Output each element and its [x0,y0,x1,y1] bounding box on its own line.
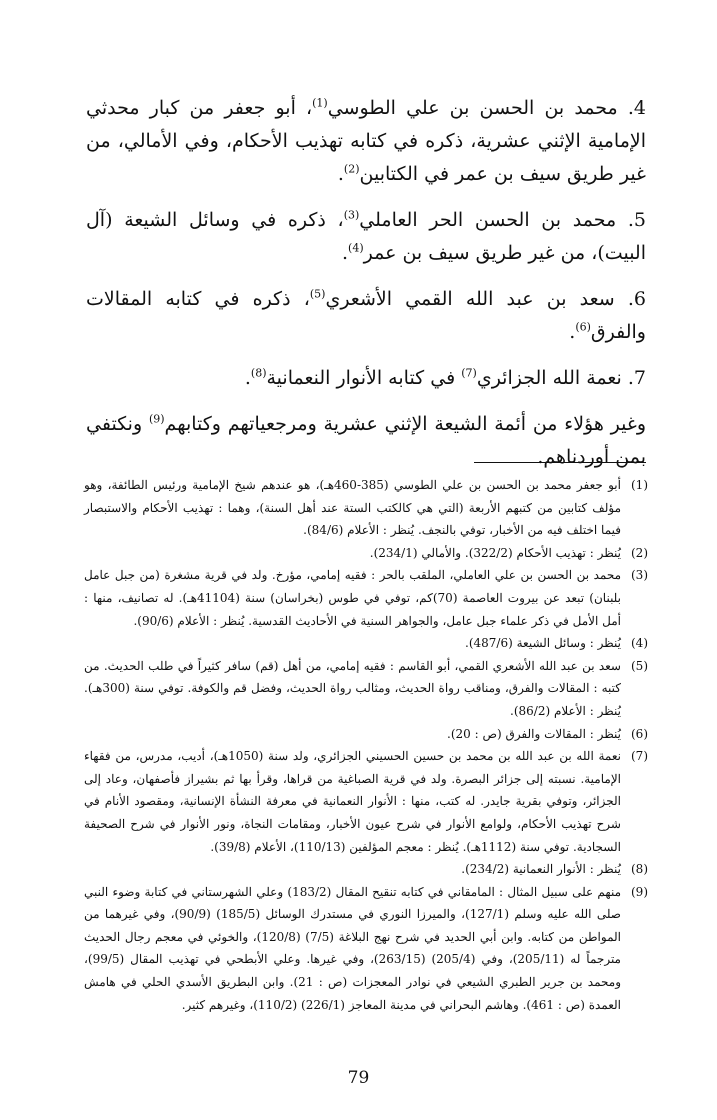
footnote-2 [84,542,648,565]
footnote-number: (4) [630,636,648,651]
footnote-ref: (7) [461,366,477,380]
text-run: . [569,321,576,343]
footnote-number: (7) [630,749,648,764]
footnote-7 [84,745,648,858]
footnote-6 [84,723,648,746]
footnotes [84,474,648,1016]
text-run: . [341,242,349,264]
footnote-5 [84,655,648,723]
text-run: 4. محمد بن الحسن بن علي الطوسي [327,97,646,119]
footnote-number: (2) [630,545,648,560]
text-run: في كتابه الأنوار النعمانية [266,367,462,389]
footnote-number: (5) [630,658,648,673]
text-run: ، ذكره في وسائل الشيعة (آل البيت)، من غير طريق سيف بن عمر [86,209,646,264]
footnote-ref: (4) [348,241,364,255]
text-run: ونكتفي بمن أوردناهم. [86,413,646,468]
footnote-ref: (2) [343,162,360,176]
footnote-1 [84,474,648,542]
list-item [86,92,646,191]
footnote-ref: (1) [312,96,328,110]
footnote-number: (6) [630,726,648,741]
footnote-4 [84,632,648,655]
footnote-ref: (3) [343,208,360,222]
text-run: . [244,367,251,389]
list-item [86,204,646,270]
footnote-9 [84,881,648,1017]
text-run: ، ذكره في كتابه المقالات والفرق [86,288,646,343]
footnote-text: يُنظر : تهذيب الأحكام (322/2). والأمالي (234/1). [369,545,621,560]
text-run: ، أبو جعفر من كبار محدثي الإمامية الإثني عشرية، ذكره في كتابه تهذيب الأحكام، وفي الأمالي، من غير طريق سيف بن عمر في الكتابين [86,97,646,185]
footnote-text: نعمة الله بن عبد الله بن محمد بن حسين الحسيني الجزائري، ولد سنة (1050هـ)، أديب، مدرس، من فقهاء الإمامية. نسبته إلى جزائر البصرة. ولد في قرية الصباغية من قراها، وقرأ بها ثم بشيراز فأصفهان، وعاد إلى الجزائر، وتوفي بقرية جايدر. له كتب، منها : الأنوار النعمانية في معرفة النشأة الإنسانية، ومقصود الأنام في شرح تهذيب الأحكام، ولوامع الأنوار في شرح عيون الأخبار، ومقامات النجاة، ونور الأنوار في شرح الصحيفة السجادية. توفي سنة (1112هـ). يُنظر : معجم المؤلفين (110/13)، الأعلام (39/8). [84,749,621,854]
closing-paragraph [86,408,646,474]
text-run: 5. محمد بن الحسن الحر العاملي [359,209,647,231]
footnote-ref: (9) [148,412,165,426]
footnote-ref: (8) [250,366,267,380]
list-item [86,283,646,349]
footnote-text: يُنظر : وسائل الشيعة (487/6). [465,636,621,651]
text-run: 7. نعمة الله الجزائري [476,367,646,389]
footnote-3 [84,564,648,632]
footnote-number: (8) [630,862,648,877]
footnote-text: أبو جعفر محمد بن الحسن بن علي الطوسي (385-460هـ)، هو عندهم شيخ الإمامية ورئيس الطائفة، وهو مؤلف كتابين من كتبهم الأربعة (التي هي كالكتب الستة عند أهل السنة)، وهما : تهذيب الأحكام والاستبصار فيما اختلف فيه من الأخبار، توفي بالنجف. يُنظر : الأعلام (84/6). [84,478,621,538]
footnote-8 [84,858,648,881]
footnote-text: محمد بن الحسن بن علي العاملي، الملقب بالحر : فقيه إمامي، مؤرخ. ولد في قرية مشغرة (من جبل عامل بلبنان) تبعد عن بيروت العاصمة (70)كم، توفي في طوس (بخراسان) سنة (41104هـ). له تصانيف، منها : أمل الأمل في ذكر علماء جبل عامل، والجواهر السنية في الأحاديث القدسية. يُنظر : الأعلام (90/6). [84,568,621,628]
footnote-text: يُنظر : الأنوار النعمانية (234/2). [461,862,621,877]
text-run: وغير هؤلاء من أئمة الشيعة الإثني عشرية ومرجعياتهم وكتابهم [164,413,647,435]
footnote-text: يُنظر : المقالات والفرق (ص : 20). [447,726,621,741]
list-item [86,362,646,395]
footnote-number: (3) [630,568,648,583]
footnote-text: منهم على سبيل المثال : المامقاني في كتابه تنقيح المقال (183/2) وعلي الشهرستاني في كتابة وضوء النبي صلى الله عليه وسلم (127/1)، والميرزا النوري في مستدرك الوسائل (185/5) (90/9)، وفي غيرهما من المواطن من كتابه. وابن أبي الحديد في شرح نهج البلاغة (7/5) (120/8)، والخوئي في معجم رجال الحديث مترجماً له (205/11)، وفي (205/4) (263/15)، وفي غيرها. وعلي الأبطحي في تهذيب المقال (99/5)، ومحمد بن جرير الطبري الشيعي في نوادر المعجزات (ص : 21). وابن البطريق الأسدي الحلي في هامش العمدة (ص : 461). وهاشم البحراني في مدينة المعاجز (226/1) (110/2)، وغيرهم كثير. [84,884,622,1012]
footnote-separator [474,462,646,463]
main-text [86,92,646,487]
page-number: 79 [347,1068,370,1088]
text-run: . [337,163,344,185]
footnote-ref: (5) [309,287,326,301]
footnote-number: (9) [630,884,648,899]
text-run: 6. سعد بن عبد الله القمي الأشعري [325,288,646,310]
footnote-number: (1) [630,478,648,492]
footnote-ref: (6) [575,320,591,334]
footnote-text: سعد بن عبد الله الأشعري القمي، أبو القاسم : فقيه إمامي، من أهل (قم) سافر كثيراً في طلب الحديث. من كتبه : المقالات والفرق، ومناقب رواة الحديث، ومثالب رواة الحديث، وفضل قم والكوفة. توفي سنة (300هـ). يُنظر : الأعلام (86/2). [84,658,621,718]
